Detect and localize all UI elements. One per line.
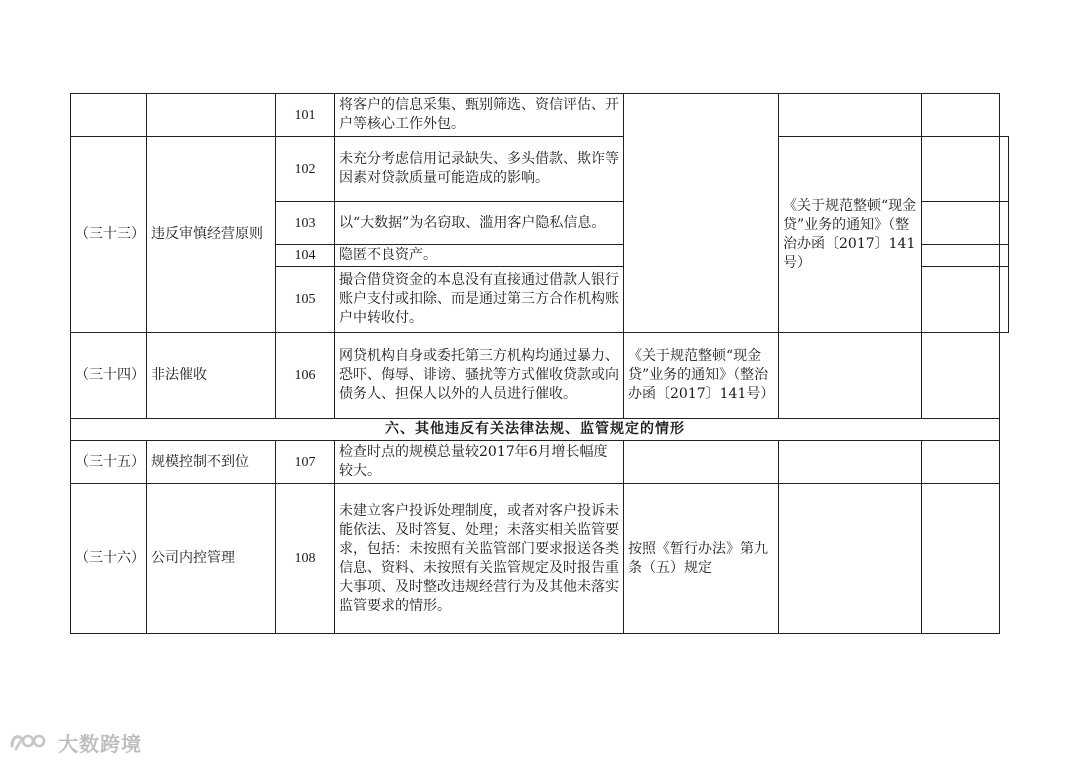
basis-cell: 按照《暂行办法》第九条（五）规定 (624, 484, 779, 634)
empty-cell (1000, 137, 1009, 202)
empty-cell (922, 333, 1000, 419)
seq-cell: （三十四） (71, 333, 147, 419)
table-row (71, 333, 1009, 419)
empty-cell (922, 202, 1000, 245)
section-title: 六、其他违反有关法律法规、监管规定的情形 (71, 419, 1000, 441)
brand-logo-icon (8, 730, 54, 756)
regulation-table (70, 93, 1009, 634)
basis-cell (624, 94, 779, 333)
category-cell: 非法催收 (147, 333, 276, 419)
empty-cell (1000, 245, 1009, 267)
empty-cell (922, 484, 1000, 634)
basis-cell: 《关于规范整顿“现金贷”业务的通知》（整治办函〔2017〕141号） (624, 333, 779, 419)
item-number: 102 (276, 137, 335, 202)
category-cell (147, 94, 276, 137)
table-row (71, 94, 1009, 137)
empty-cell (922, 267, 1000, 333)
table-row (71, 441, 1009, 484)
empty-cell (779, 94, 922, 137)
empty-cell (779, 441, 922, 484)
item-description: 未建立客户投诉处理制度，或者对客户投诉未能依法、及时答复、处理；未落实相关监管要求，包括：未按照有关监管部门要求报送各类信息、资料、未按照有关监管规定及时报告重大事项、及时整改违规经营行为及其他未落实监管要求的情形。 (335, 484, 624, 634)
item-description: 未充分考虑信用记录缺失、多头借款、欺诈等因素对贷款质量可能造成的影响。 (335, 137, 624, 202)
empty-cell (779, 333, 922, 419)
item-number: 101 (276, 94, 335, 137)
empty-cell (922, 441, 1000, 484)
item-description: 撮合借贷资金的本息没有直接通过借款人银行账户支付或扣除、而是通过第三方合作机构账户中转收付。 (335, 267, 624, 333)
category-cell: 规模控制不到位 (147, 441, 276, 484)
item-description: 将客户的信息采集、甄别筛选、资信评估、开户等核心工作外包。 (335, 94, 624, 137)
empty-cell (922, 94, 1000, 137)
table-row (71, 484, 1009, 634)
empty-cell (922, 137, 1000, 202)
empty-cell (779, 484, 922, 634)
seq-cell (71, 94, 147, 137)
item-description: 网贷机构自身或委托第三方机构均通过暴力、恐吓、侮辱、诽谤、骚扰等方式催收贷款或向债务人、担保人以外的人员进行催收。 (335, 333, 624, 419)
item-number: 105 (276, 267, 335, 333)
seq-cell: （三十五） (71, 441, 147, 484)
item-description: 检查时点的规模总量较2017年6月增长幅度较大。 (335, 441, 624, 484)
category-cell: 公司内控管理 (147, 484, 276, 634)
item-number: 104 (276, 245, 335, 267)
item-number: 106 (276, 333, 335, 419)
empty-cell (922, 245, 1000, 267)
basis-cell: 《关于规范整顿“现金贷”业务的通知》（整治办函〔2017〕141号） (779, 137, 922, 333)
category-cell: 违反审慎经营原则 (147, 137, 276, 333)
table-row (71, 137, 1009, 202)
empty-cell (1000, 267, 1009, 333)
watermark-text: 大数跨境 (58, 732, 142, 756)
item-number: 103 (276, 202, 335, 245)
section-row (71, 419, 1009, 441)
seq-cell: （三十三） (71, 137, 147, 333)
empty-cell (1000, 202, 1009, 245)
seq-cell: （三十六） (71, 484, 147, 634)
basis-cell (624, 441, 779, 484)
item-number: 108 (276, 484, 335, 634)
item-description: 隐匿不良资产。 (335, 245, 624, 267)
item-number: 107 (276, 441, 335, 484)
watermark (8, 728, 142, 757)
item-description: 以“大数据”为名窃取、滥用客户隐私信息。 (335, 202, 624, 245)
